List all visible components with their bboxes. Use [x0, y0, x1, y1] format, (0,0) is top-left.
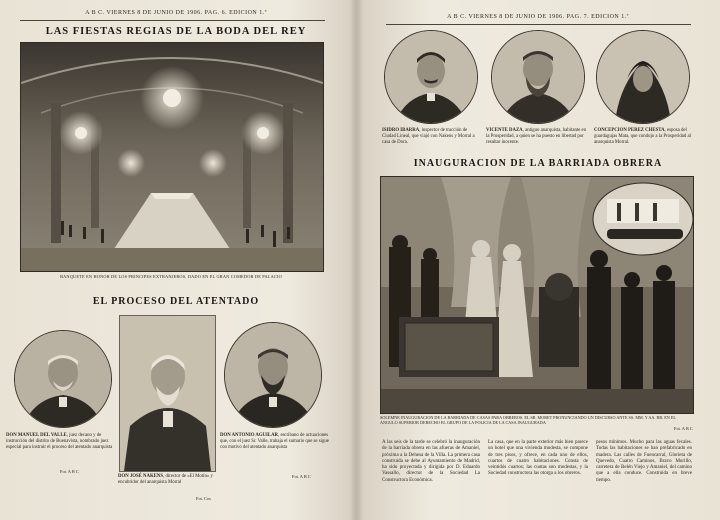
banquet-caption: BANQUETE EN HONOR DE LOS PRINCIPES EXTRANJEROS, DADO EN EL GRAN COMEDOR DE PALACIO [60, 274, 282, 279]
valle-credit: Fot. A B C [60, 469, 79, 474]
trial-headline: EL PROCESO DEL ATENTADO [92, 296, 260, 307]
perez-chesta-description: esposa del guardagujas Mata, que condujo a la Prosperidad al anarquista Morral. [594, 128, 691, 145]
aguilar-credit: Fot. A B C [292, 474, 311, 479]
daza-description: antiguo anarquista, habitante en la Prosperidad, a quien se ha puesto en libertad por resultar inocente. [486, 128, 587, 145]
perez-chesta-portrait [596, 30, 690, 124]
right-running-head: A B C. VIERNES 8 DE JUNIO DE 1906. PAG. 7. EDICION 1.ª [447, 14, 629, 20]
daza-portrait [491, 30, 585, 124]
valle-description: juez decano y de instrucción del distrito de Buenavista, nombrado juez especial para instruir el proceso del atentado anarquista [6, 433, 113, 450]
nakens-name: DON JOSÉ NAKENS [118, 474, 164, 479]
perez-chesta-portrait-illustration [597, 31, 689, 123]
aguilar-description: escribano de actuaciones que, con el juez Sr. Valle, trabaja el sumario que se sigue con motivo del atentado anarquista [220, 433, 329, 450]
article-column-3: pesos mínimos. Mucho para las aguas fecales. Todas las habitaciones se han prefabricado en madera. Las calles de Fuencarral, Glorieta de Quevedo, Cuatro Caminos, Bravo Murillo, carretera de Belén Viejo y Amaniel, del camino que a ella conduce. Construida en breve tiempo. [596, 440, 692, 483]
nakens-description: director de «El Motín» y encubridor del anarquista Morral [118, 474, 213, 485]
nakens-caption: DON JOSÉ NAKENS, director de «El Motín» y encubridor del anarquista Morral [118, 474, 213, 485]
left-running-head: A B C. VIERNES 8 DE JUNIO DE 1906. PAG. 6. EDICION 1.ª [85, 10, 267, 16]
aguilar-name: DON ANTONIO AGUILAR [220, 433, 279, 438]
ceremony-caption: SOLEMNE INAUGURACION DE LA BARRIADA DE CASAS PARA OBREROS. EL SR. MORET PRONUNCIANDO UN DISCURSO ANTE SS. MM. Y AA. RR. EN EL ANGULO SUPERIOR DERECHO EL GRUPO DE LA POLICIA DE LA CASA INAUGURADA [380, 415, 676, 426]
banquet-hall-photo [20, 42, 324, 272]
perez-chesta-caption: CONCEPCION PEREZ CHESTA, esposa del guardagujas Mata, que condujo a la Prosperidad al anarquista Morral. [594, 128, 691, 145]
inauguration-photo [380, 176, 694, 414]
left-header-rule [20, 20, 325, 21]
valle-caption: DON MANUEL DEL VALLE, juez decano y de instrucción del distrito de Buenavista, nombrado juez especial para instruir el proceso del atentado anarquista [6, 433, 113, 450]
banquet-hall-illustration [21, 43, 323, 271]
ibarra-portrait-illustration [385, 31, 477, 123]
valle-portrait-illustration [15, 331, 111, 427]
nakens-portrait [119, 315, 216, 472]
daza-portrait-illustration [492, 31, 584, 123]
nakens-portrait-illustration [120, 316, 215, 471]
right-page [356, 0, 720, 520]
right-header-rule [386, 24, 691, 25]
ibarra-name: ISIDRO IBARRA [382, 128, 420, 133]
perez-chesta-name: CONCEPCION PEREZ CHESTA [594, 128, 665, 133]
aguilar-caption: DON ANTONIO AGUILAR, escribano de actuaciones que, con el juez Sr. Valle, trabaja el sumario que se sigue con motivo del atentado anarquista [220, 433, 329, 450]
ceremony-credit: Fot. A B C [674, 426, 693, 431]
aguilar-portrait-illustration [225, 323, 321, 427]
housing-headline: INAUGURACION DE LA BARRIADA OBRERA [413, 158, 663, 169]
daza-caption: VICENTE DAZA, antiguo anarquista, habitante en la Prosperidad, a quien se ha puesto en libertad por resultar inocente. [486, 128, 587, 145]
valle-portrait [14, 330, 112, 428]
left-page [0, 0, 352, 520]
nakens-credit: Fot. Cos [196, 496, 211, 501]
wedding-headline: LAS FIESTAS REGIAS DE LA BODA DEL REY [45, 26, 307, 37]
daza-name: VICENTE DAZA [486, 128, 523, 133]
valle-name: DON MANUEL DEL VALLE [6, 433, 67, 438]
ibarra-description: inspector de tracción de Ciudad Lineal, que viajó con Nakens y Morral a casa de Dora. [382, 128, 475, 145]
article-column-2: La casa, que en la parte exterior más bien parece un hotel que una vivienda modesta, se compone de tres pisos, y ofrece, en cada uno de ellos, cuartos de cuatro habitaciones. Consta de veintidós cuartos; las cuotas son modestas, y la Sociedad constructora las otorga a los obreros. [488, 440, 588, 477]
ibarra-caption: ISIDRO IBARRA, inspector de tracción de Ciudad Lineal, que viajó con Nakens y Morral a casa de Dora. [382, 128, 475, 145]
inauguration-illustration [381, 177, 693, 413]
aguilar-portrait [224, 322, 322, 428]
article-column-1: A las seis de la tarde se celebró la inauguración de la barriada obrera en las afueras de Amaniel, próxima a la Dehesa de la Villa. La primera casa construida se debe al Ayuntamiento de Madrid, ha sido proyectada y dirigida por D. Eduardo Vassallo, director de la Sociedad La Constructora Económica. [382, 440, 480, 483]
ibarra-portrait [384, 30, 478, 124]
